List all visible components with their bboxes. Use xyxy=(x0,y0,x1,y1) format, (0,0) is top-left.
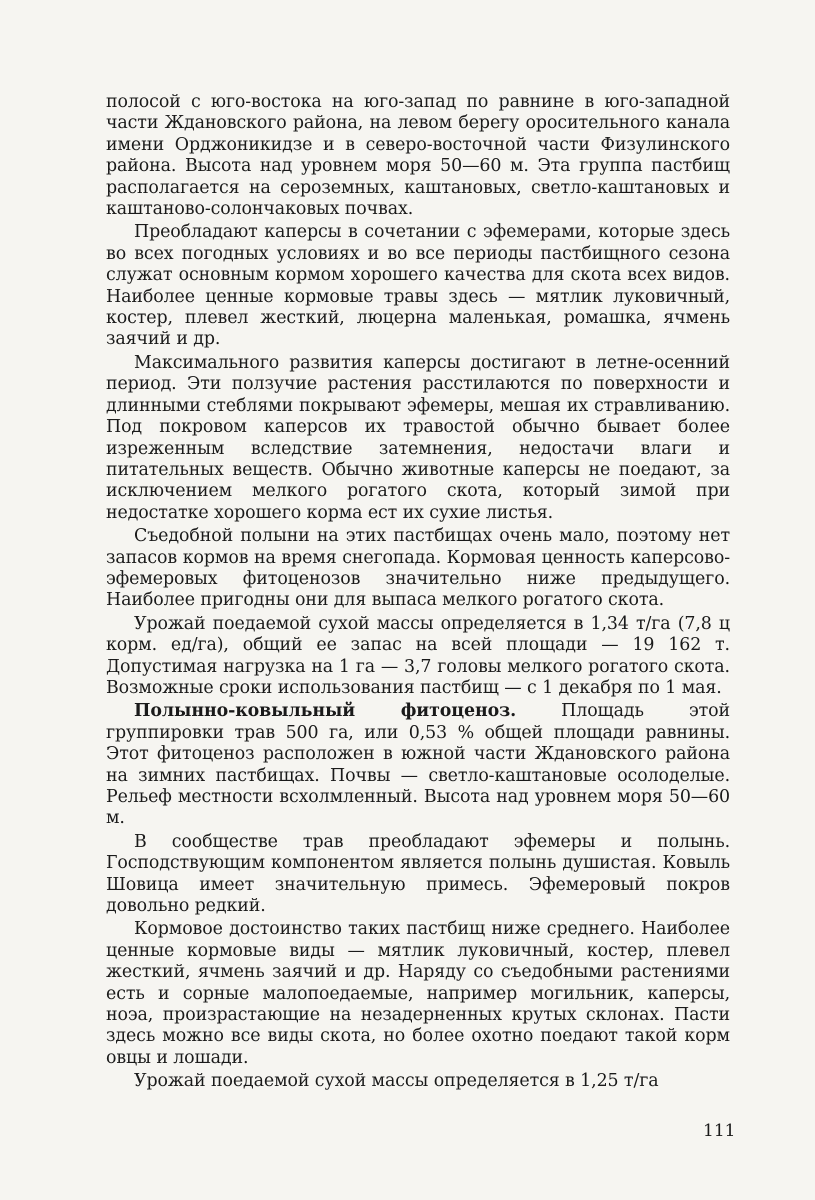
paragraph-8: Кормовое достоинство таких пастбищ ниже среднего. Наиболее ценные кормовые виды — мятлик луковичный, костер, плевел жесткий, ячмень заячий и др. Наряду со съедобными растениями есть и сорные малопоедаемые, например могильник, каперсы, ноэа, произрастающие на незадерненных крутых склонах. Пасти здесь можно все виды скота, но более охотно поедают такой корм овцы и лошади. xyxy=(106,919,730,1068)
paragraph-7: В сообществе трав преобладают эфемеры и полынь. Господствующим компонентом является полынь душистая. Ковыль Шовица имеет значительную примесь. Эфемеровый покров довольно редкий. xyxy=(106,831,730,917)
paragraph-2: Преобладают каперсы в сочетании с эфемерами, которые здесь во всех погодных условиях и во все периоды пастбищного сезона служат основным кормом хорошего качества для скота всех видов. Наиболее ценные кормовые травы здесь — мятлик луковичный, костер, плевел жесткий, люцерна маленькая, ромашка, ячмень заячий и др. xyxy=(106,222,730,350)
paragraph-6-text: Площадь этой группировки трав 500 га, или 0,53 % общей площади равнины. Этот фитоценоз расположен в южной части Ждановского района на зимних пастбищах. Почвы — светло-каштановые осолоделые. Рельеф местности всхолмленный. Высота над уровнем моря 50—60 м. xyxy=(106,701,730,829)
paragraph-5: Урожай поедаемой сухой массы определяется в 1,34 т/га (7,8 ц корм. ед/га), общий ее запас на всей площади — 19 162 т. Допустимая нагрузка на 1 га — 3,7 головы мелкого рогатого скота. Возможные сроки использования пастбищ — с 1 декабря по 1 мая. xyxy=(106,613,730,698)
paragraph-6 xyxy=(106,701,730,829)
section-heading: Полынно-ковыльный фитоценоз. xyxy=(134,701,517,722)
paragraph-4: Съедобной полыни на этих пастбищах очень мало, поэтому нет запасов кормов на время снегопада. Кормовая ценность каперсово-эфемеровых фитоценозов значительно ниже предыдущего. Наиболее пригодны они для выпаса мелкого рогатого скота. xyxy=(106,526,730,611)
page-number: 111 xyxy=(703,1121,736,1141)
paragraph-1: полосой с юго-востока на юго-запад по равнине в юго-западной части Ждановского района, на левом берегу оросительного канала имени Орджоникидзе и в северо-восточной части Физулинского района. Высота над уровнем моря 50—60 м. Эта группа пастбищ располагается на сероземных, каштановых, светло-каштановых и каштаново-солончаковых почвах. xyxy=(106,92,730,220)
page-body xyxy=(106,92,730,1093)
paragraph-9: Урожай поедаемой сухой массы определяется в 1,25 т/га xyxy=(134,1071,659,1092)
paragraph-3: Максимального развития каперсы достигают в летне-осенний период. Эти ползучие растения расстилаются по поверхности и длинными стеблями покрывают эфемеры, мешая их стравливанию. Под покровом каперсов их травостой обычно бывает более изреженным вследствие затемнения, недостачи влаги и питательных веществ. Обычно животные каперсы не поедают, за исключением мелкого рогатого скота, который зимой при недостатке хорошего корма ест их сухие листья. xyxy=(106,352,730,523)
